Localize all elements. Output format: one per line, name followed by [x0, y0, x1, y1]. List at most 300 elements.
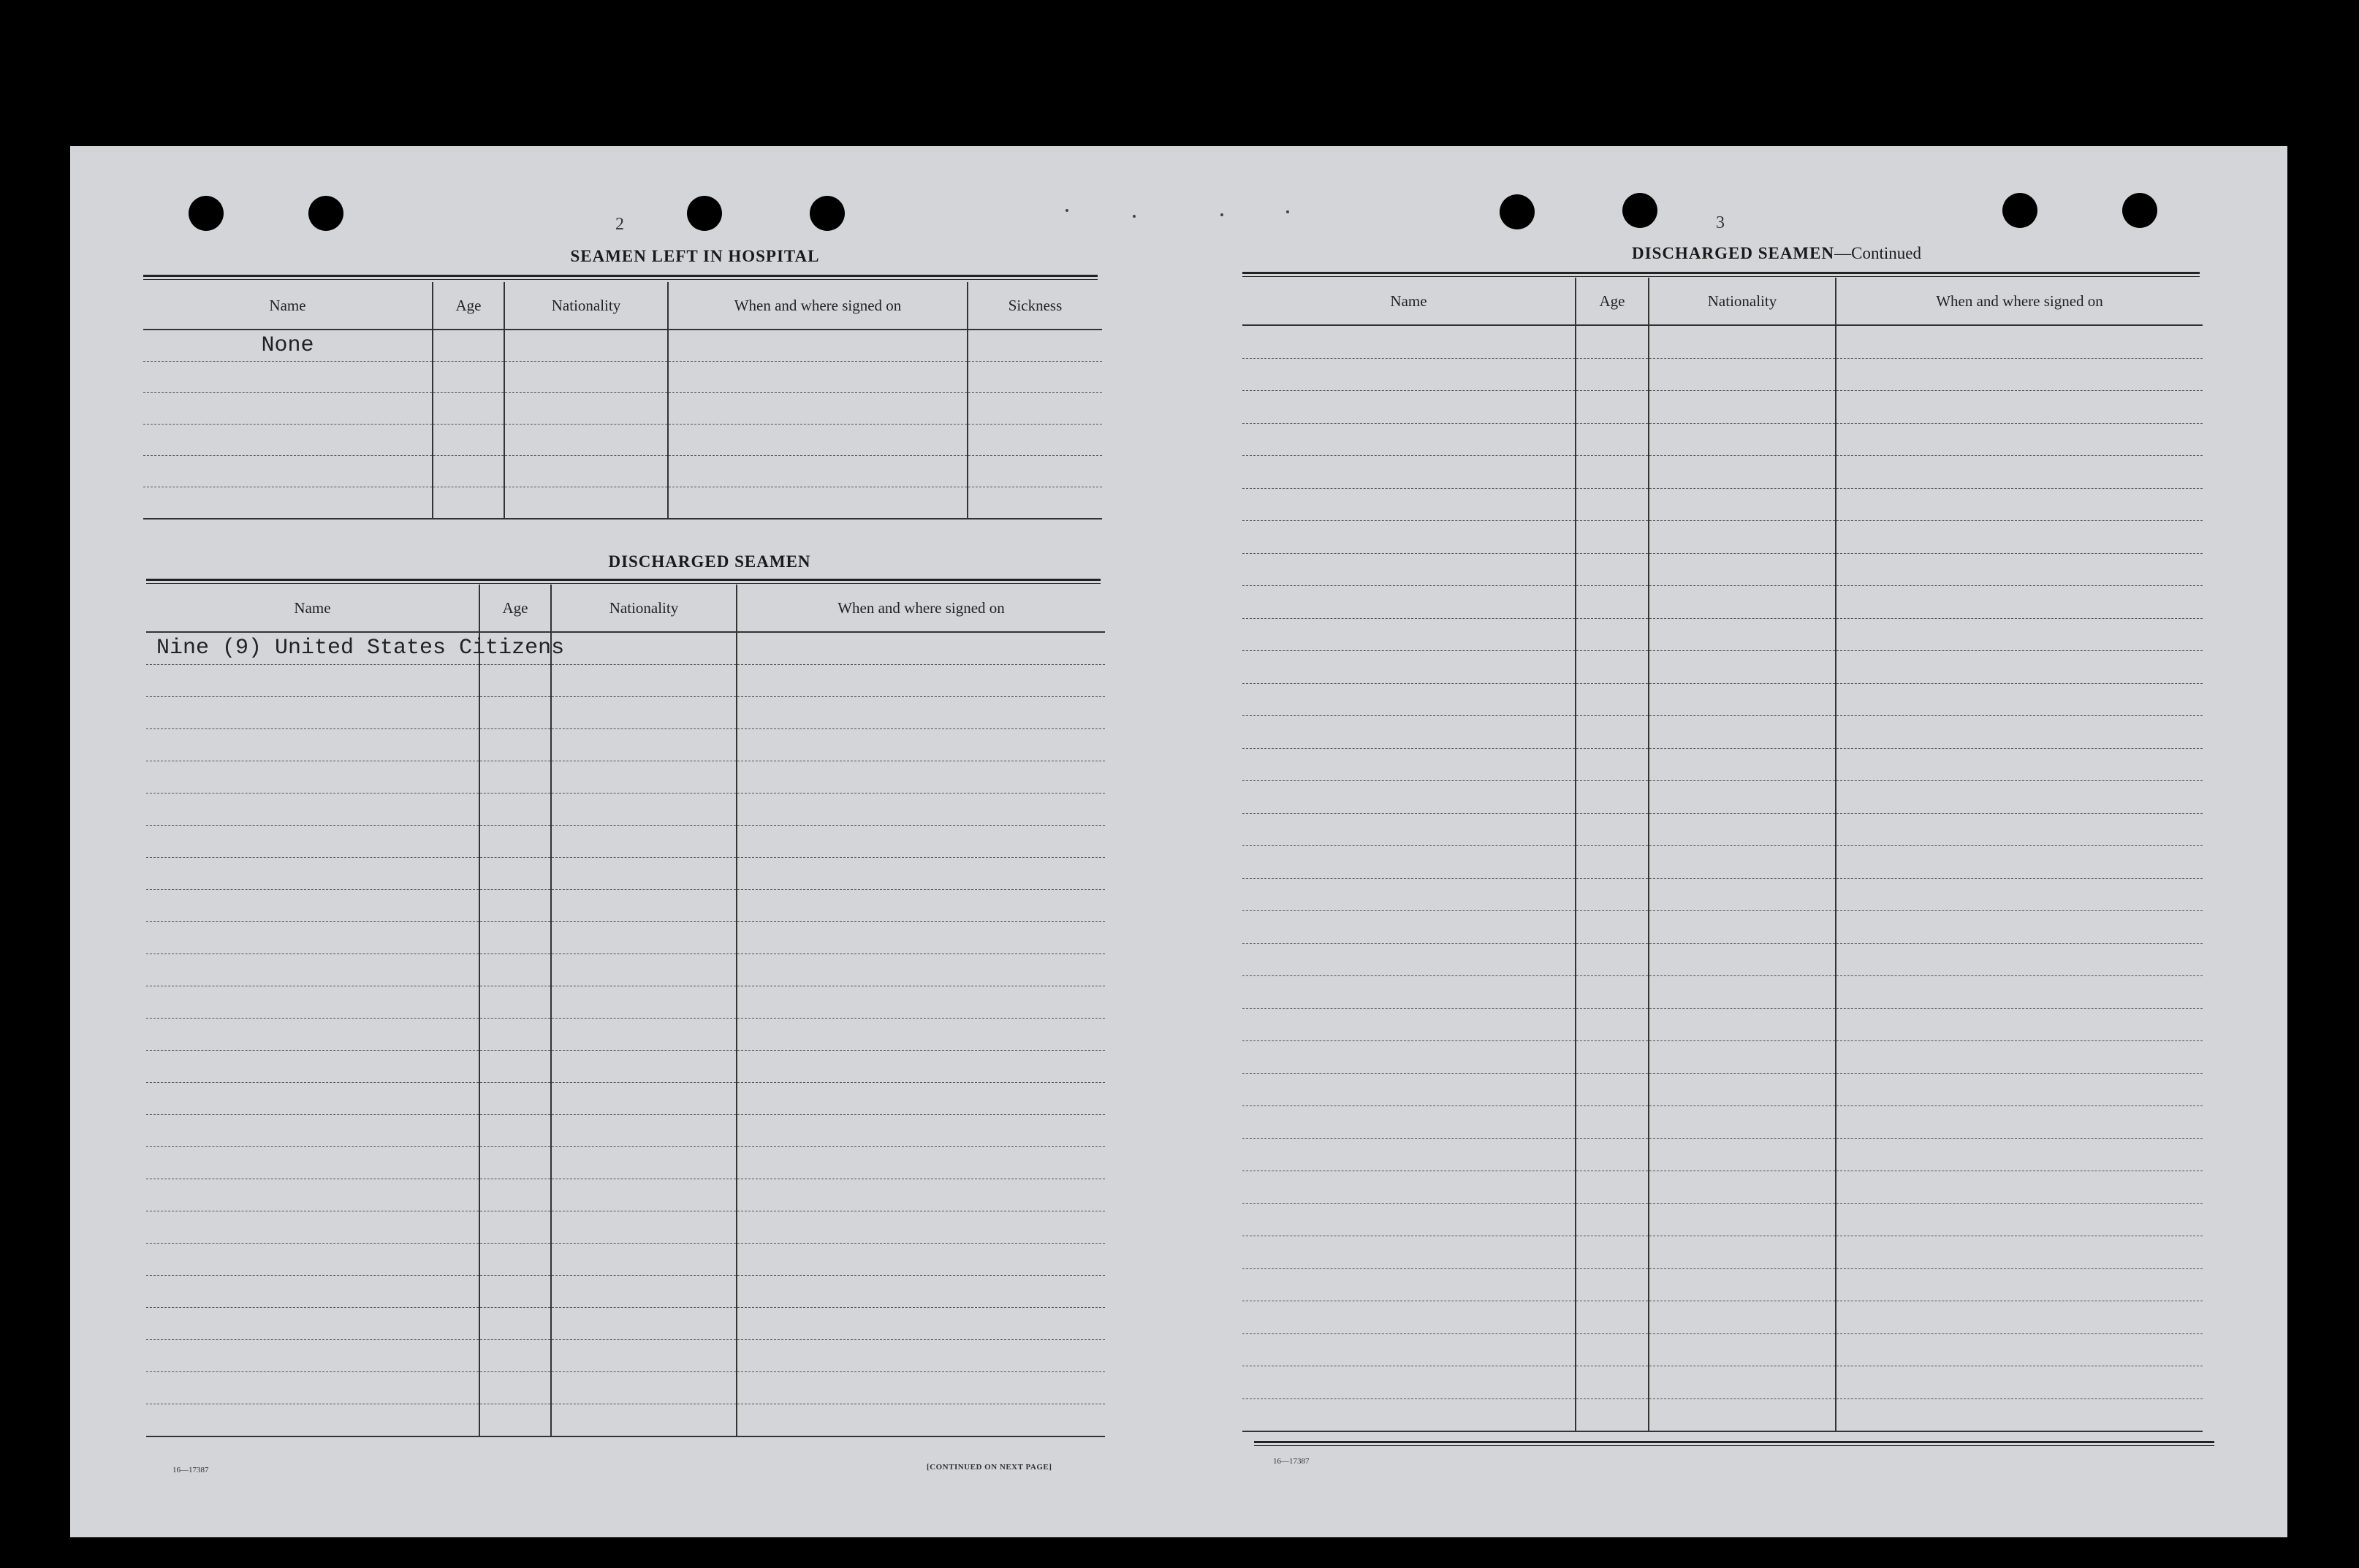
table-cell	[146, 1211, 479, 1244]
document-sheet	[70, 146, 2287, 1537]
table-cell	[1242, 1301, 1576, 1334]
table-cell	[737, 986, 1105, 1019]
table-cell	[1242, 846, 1576, 879]
table-cell	[479, 1019, 551, 1051]
discharged-entry: Nine (9) United States Citizens	[156, 636, 565, 661]
discharged-continued-table	[1242, 278, 2203, 1432]
table-row	[146, 986, 1105, 1019]
discharged-continued-header-row	[1242, 278, 2203, 325]
table-cell	[1649, 976, 1836, 1009]
table-cell	[551, 1308, 737, 1340]
speck	[1133, 215, 1136, 218]
table-cell	[146, 793, 479, 826]
table-cell	[146, 1244, 479, 1276]
table-cell	[1242, 1073, 1576, 1106]
table-cell	[668, 393, 968, 425]
table-row	[1242, 325, 2203, 358]
table-cell	[551, 761, 737, 793]
hospital-top-rule	[143, 275, 1098, 280]
table-cell	[1576, 976, 1649, 1009]
table-cell	[479, 922, 551, 954]
table-row	[1242, 1171, 2203, 1204]
table-cell	[1576, 943, 1649, 976]
col-header-name: Name	[143, 282, 433, 330]
table-cell	[146, 890, 479, 922]
table-cell	[479, 1340, 551, 1372]
table-cell	[1649, 651, 1836, 684]
table-cell	[551, 1179, 737, 1211]
col-header-sickness: Sickness	[968, 282, 1102, 330]
table-cell	[1576, 1138, 1649, 1171]
table-cell	[551, 1211, 737, 1244]
page-number-right: 3	[1716, 213, 1725, 232]
table-cell	[146, 1308, 479, 1340]
table-row	[146, 1147, 1105, 1179]
table-cell	[1649, 846, 1836, 879]
table-cell	[143, 393, 433, 425]
page-number-left: 2	[615, 215, 624, 234]
table-row	[1242, 521, 2203, 554]
table-cell	[146, 665, 479, 697]
table-cell	[968, 487, 1102, 520]
table-cell	[1836, 553, 2203, 586]
table-cell	[668, 456, 968, 487]
table-cell	[146, 1179, 479, 1211]
table-cell	[551, 1019, 737, 1051]
table-row	[146, 1051, 1105, 1083]
table-cell	[1649, 683, 1836, 716]
table-cell	[1242, 456, 1576, 489]
table-cell	[1649, 716, 1836, 749]
table-row	[146, 697, 1105, 729]
table-row	[1242, 878, 2203, 911]
table-cell	[146, 1083, 479, 1115]
table-cell	[1242, 781, 1576, 814]
table-cell	[1242, 423, 1576, 456]
table-cell	[479, 890, 551, 922]
table-cell	[1242, 716, 1576, 749]
table-cell	[1649, 1301, 1836, 1334]
table-cell	[737, 1308, 1105, 1340]
table-row	[143, 487, 1102, 520]
table-row	[146, 761, 1105, 793]
table-cell	[737, 761, 1105, 793]
table-row	[146, 665, 1105, 697]
table-cell	[1649, 1171, 1836, 1204]
table-cell	[504, 362, 668, 393]
table-cell	[479, 793, 551, 826]
table-cell	[1242, 911, 1576, 944]
table-cell	[1836, 1073, 2203, 1106]
table-row	[143, 456, 1102, 487]
table-cell	[1576, 878, 1649, 911]
table-cell	[737, 697, 1105, 729]
table-cell	[551, 729, 737, 761]
table-cell	[1649, 1106, 1836, 1139]
table-cell	[551, 697, 737, 729]
table-cell	[551, 1051, 737, 1083]
table-cell	[737, 1404, 1105, 1437]
table-cell	[737, 1372, 1105, 1404]
table-cell	[1242, 391, 1576, 424]
table-cell	[1649, 1366, 1836, 1399]
table-cell	[146, 954, 479, 986]
table-row	[146, 922, 1105, 954]
table-cell	[479, 729, 551, 761]
table-cell	[1836, 325, 2203, 358]
table-cell	[1576, 1073, 1649, 1106]
table-cell	[1836, 1203, 2203, 1236]
table-cell	[1242, 976, 1576, 1009]
table-cell	[1242, 1203, 1576, 1236]
table-row	[146, 1276, 1105, 1308]
table-cell	[1649, 586, 1836, 619]
table-cell	[1836, 1366, 2203, 1399]
table-cell	[551, 1147, 737, 1179]
table-row	[146, 1019, 1105, 1051]
table-cell	[737, 729, 1105, 761]
table-cell	[1242, 1106, 1576, 1139]
table-row	[143, 362, 1102, 393]
form-number-right: 16—17387	[1273, 1457, 1310, 1466]
table-row	[146, 1372, 1105, 1404]
table-row	[1242, 911, 2203, 944]
table-cell	[551, 1083, 737, 1115]
table-cell	[479, 1083, 551, 1115]
speck	[1220, 213, 1223, 216]
table-cell	[143, 487, 433, 520]
table-cell	[1576, 1203, 1649, 1236]
table-cell	[1576, 586, 1649, 619]
table-cell	[504, 456, 668, 487]
table-cell	[551, 1276, 737, 1308]
speck	[1065, 209, 1068, 212]
discharged-continued-suffix: —Continued	[1834, 244, 1921, 262]
table-cell	[479, 761, 551, 793]
table-cell	[551, 890, 737, 922]
hospital-table	[143, 282, 1102, 520]
table-cell	[1649, 943, 1836, 976]
table-row	[1242, 423, 2203, 456]
table-cell	[146, 697, 479, 729]
table-cell	[737, 1340, 1105, 1372]
table-cell	[551, 1372, 737, 1404]
table-cell	[504, 330, 668, 362]
table-cell	[1649, 911, 1836, 944]
punch-hole	[810, 196, 845, 231]
hospital-section-title: SEAMEN LEFT IN HOSPITAL	[570, 247, 820, 265]
table-cell	[146, 1372, 479, 1404]
table-cell	[479, 1244, 551, 1276]
table-cell	[146, 729, 479, 761]
table-cell	[1242, 325, 1576, 358]
table-cell	[479, 1051, 551, 1083]
form-number-left: 16—17387	[172, 1466, 209, 1474]
table-cell	[737, 1083, 1105, 1115]
table-cell	[479, 826, 551, 858]
col-header-signed-on: When and where signed on	[668, 282, 968, 330]
table-cell	[1242, 1138, 1576, 1171]
table-cell	[1576, 1236, 1649, 1269]
table-row	[1242, 1041, 2203, 1074]
table-cell	[1649, 358, 1836, 391]
table-cell	[968, 330, 1102, 362]
table-cell	[1242, 618, 1576, 651]
table-cell	[1576, 1008, 1649, 1041]
table-row	[1242, 846, 2203, 879]
table-cell	[1836, 716, 2203, 749]
table-cell	[1649, 748, 1836, 781]
speck	[1286, 210, 1289, 213]
table-cell	[146, 1404, 479, 1437]
table-cell	[1576, 716, 1649, 749]
punch-hole	[189, 196, 224, 231]
table-cell	[737, 793, 1105, 826]
table-cell	[551, 1404, 737, 1437]
table-cell	[1242, 1333, 1576, 1366]
table-cell	[737, 1276, 1105, 1308]
table-cell: None	[143, 330, 433, 362]
table-row	[146, 1340, 1105, 1372]
punch-hole	[2122, 193, 2157, 228]
table-cell	[433, 362, 504, 393]
table-cell	[551, 632, 737, 665]
table-cell	[668, 425, 968, 456]
table-cell	[1576, 1106, 1649, 1139]
table-cell	[551, 793, 737, 826]
table-cell	[551, 954, 737, 986]
table-cell	[1576, 748, 1649, 781]
table-cell	[1836, 456, 2203, 489]
table-cell	[1649, 391, 1836, 424]
table-cell	[504, 393, 668, 425]
table-cell	[1242, 748, 1576, 781]
table-cell	[504, 425, 668, 456]
discharged-continued-title	[1503, 244, 2051, 263]
table-row	[1242, 1106, 2203, 1139]
col-header-nationality: Nationality	[1649, 278, 1836, 325]
table-cell	[737, 826, 1105, 858]
punch-hole	[1622, 193, 1657, 228]
table-row	[146, 793, 1105, 826]
table-cell	[479, 1147, 551, 1179]
punch-hole	[308, 196, 343, 231]
table-cell	[479, 954, 551, 986]
table-cell	[1649, 878, 1836, 911]
table-cell	[1576, 1333, 1649, 1366]
table-cell	[737, 1244, 1105, 1276]
table-row	[1242, 1073, 2203, 1106]
table-cell	[551, 986, 737, 1019]
table-cell	[1836, 1008, 2203, 1041]
table-cell	[737, 632, 1105, 665]
table-cell	[551, 1115, 737, 1147]
table-cell	[1836, 521, 2203, 554]
table-cell	[1242, 878, 1576, 911]
table-cell	[1836, 1301, 2203, 1334]
col-header-nationality: Nationality	[504, 282, 668, 330]
table-cell	[146, 986, 479, 1019]
discharged-top-rule	[146, 579, 1101, 584]
table-cell	[668, 330, 968, 362]
table-row	[143, 330, 1102, 362]
punch-hole	[687, 196, 722, 231]
table-cell	[551, 826, 737, 858]
table-cell	[737, 1115, 1105, 1147]
table-cell	[479, 986, 551, 1019]
table-cell	[1576, 1301, 1649, 1334]
table-cell	[1576, 1041, 1649, 1074]
discharged-header-row	[146, 585, 1105, 632]
col-header-age: Age	[1576, 278, 1649, 325]
table-row	[1242, 748, 2203, 781]
table-cell	[1242, 813, 1576, 846]
discharged-table	[146, 585, 1105, 1437]
table-cell	[737, 1147, 1105, 1179]
col-header-nationality: Nationality	[551, 585, 737, 632]
table-cell	[1576, 325, 1649, 358]
table-cell	[1242, 553, 1576, 586]
table-cell	[479, 1179, 551, 1211]
table-row	[146, 1083, 1105, 1115]
table-cell	[1576, 423, 1649, 456]
table-cell	[1242, 1268, 1576, 1301]
table-cell	[1576, 618, 1649, 651]
table-cell	[146, 858, 479, 890]
table-cell	[479, 1211, 551, 1244]
table-cell	[1836, 1106, 2203, 1139]
table-cell	[1649, 488, 1836, 521]
table-cell	[1836, 813, 2203, 846]
table-row	[1242, 1236, 2203, 1269]
table-cell	[1649, 1236, 1836, 1269]
table-cell	[737, 890, 1105, 922]
table-cell	[433, 393, 504, 425]
table-cell	[737, 858, 1105, 890]
table-cell	[1242, 651, 1576, 684]
table-cell	[1242, 1398, 1576, 1431]
table-row	[1242, 813, 2203, 846]
table-cell	[143, 456, 433, 487]
table-cell	[1836, 488, 2203, 521]
table-cell	[1576, 1398, 1649, 1431]
table-cell	[1242, 1236, 1576, 1269]
table-cell	[551, 1340, 737, 1372]
table-cell	[737, 1051, 1105, 1083]
table-cell	[1836, 391, 2203, 424]
table-cell	[1649, 423, 1836, 456]
table-cell	[479, 1276, 551, 1308]
table-cell	[668, 362, 968, 393]
table-row	[146, 1308, 1105, 1340]
table-cell	[551, 858, 737, 890]
table-row	[1242, 456, 2203, 489]
table-row	[1242, 391, 2203, 424]
table-cell	[1649, 618, 1836, 651]
table-row	[1242, 553, 2203, 586]
table-row	[146, 890, 1105, 922]
table-cell	[146, 922, 479, 954]
table-row	[1242, 358, 2203, 391]
table-cell	[1836, 423, 2203, 456]
table-cell	[479, 697, 551, 729]
table-cell	[1649, 781, 1836, 814]
table-cell	[479, 665, 551, 697]
table-cell	[1576, 521, 1649, 554]
table-cell	[737, 665, 1105, 697]
table-row	[146, 1179, 1105, 1211]
table-row	[1242, 1366, 2203, 1399]
table-cell	[1242, 586, 1576, 619]
table-row	[1242, 1268, 2203, 1301]
table-cell	[551, 1244, 737, 1276]
table-cell	[1649, 1398, 1836, 1431]
table-cell	[1576, 781, 1649, 814]
table-cell	[1649, 553, 1836, 586]
table-cell	[479, 1115, 551, 1147]
table-cell	[1836, 586, 2203, 619]
table-cell	[1576, 846, 1649, 879]
table-cell	[1242, 488, 1576, 521]
table-cell	[1836, 618, 2203, 651]
table-cell	[1242, 358, 1576, 391]
table-cell	[1836, 846, 2203, 879]
table-cell	[737, 1179, 1105, 1211]
table-cell	[433, 456, 504, 487]
table-row	[1242, 651, 2203, 684]
table-row	[146, 954, 1105, 986]
table-cell	[1576, 488, 1649, 521]
table-cell	[1576, 683, 1649, 716]
table-row	[1242, 1398, 2203, 1431]
table-cell	[1836, 781, 2203, 814]
table-cell	[433, 425, 504, 456]
table-cell	[1836, 943, 2203, 976]
table-cell	[433, 487, 504, 520]
table-cell	[551, 922, 737, 954]
table-cell	[1836, 1333, 2203, 1366]
right-top-rule	[1242, 272, 2200, 277]
table-cell	[1649, 1073, 1836, 1106]
table-cell	[1836, 651, 2203, 684]
table-row	[1242, 1333, 2203, 1366]
table-cell	[1836, 1398, 2203, 1431]
table-cell	[1649, 1041, 1836, 1074]
table-row	[1242, 1203, 2203, 1236]
table-row	[1242, 716, 2203, 749]
table-cell	[1649, 1008, 1836, 1041]
table-cell	[1836, 1268, 2203, 1301]
hospital-header-row	[143, 282, 1102, 330]
table-cell	[1836, 1171, 2203, 1204]
table-row	[146, 1115, 1105, 1147]
table-cell	[1836, 911, 2203, 944]
continued-note: [CONTINUED ON NEXT PAGE]	[927, 1463, 1052, 1472]
table-cell	[551, 665, 737, 697]
table-cell	[1242, 943, 1576, 976]
table-cell	[737, 1211, 1105, 1244]
table-cell	[504, 487, 668, 520]
table-cell	[146, 1276, 479, 1308]
discharged-continued-title-text: DISCHARGED SEAMEN	[1632, 244, 1835, 262]
table-row	[146, 1244, 1105, 1276]
table-row	[1242, 1008, 2203, 1041]
table-cell	[479, 1404, 551, 1437]
table-row	[1242, 1138, 2203, 1171]
table-cell	[1242, 1008, 1576, 1041]
table-cell	[1576, 553, 1649, 586]
table-cell	[1649, 1333, 1836, 1366]
